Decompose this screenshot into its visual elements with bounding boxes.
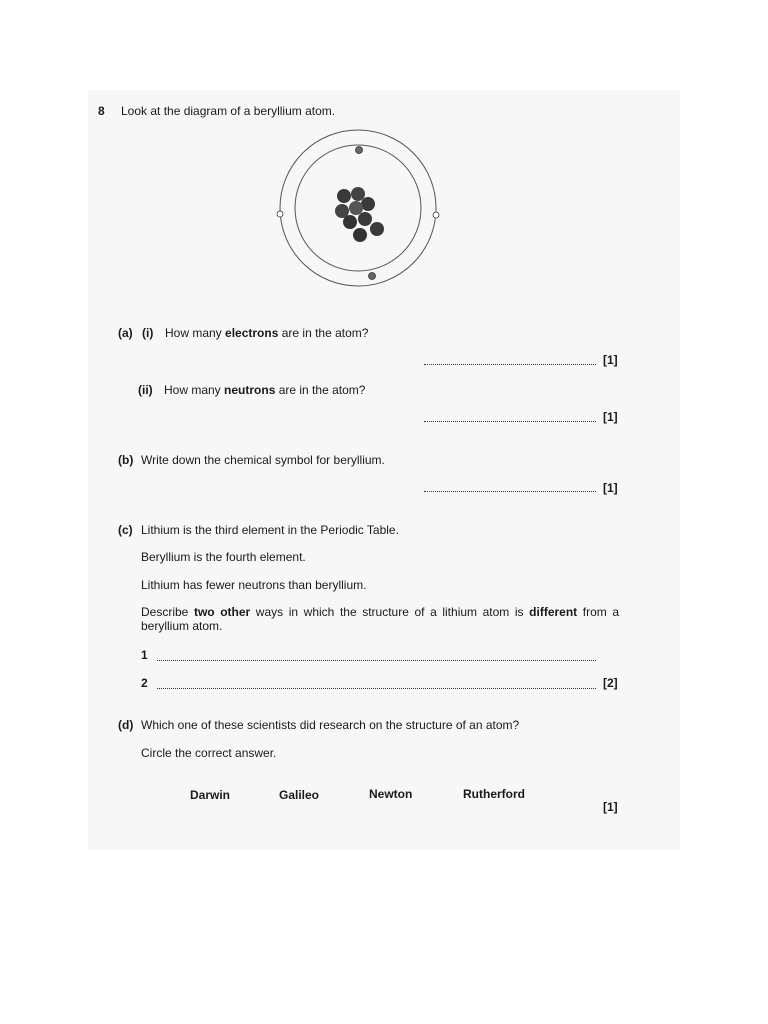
part-d-label: (d) — [118, 718, 134, 732]
part-a-label: (a) — [118, 326, 133, 340]
answer-line-a-ii[interactable] — [424, 421, 596, 422]
option-rutherford[interactable]: Rutherford — [463, 787, 525, 801]
part-d-question: Which one of these scientists did research on the structure of an atom? — [141, 718, 520, 732]
mark-a-i: [1] — [603, 353, 618, 367]
option-darwin[interactable]: Darwin — [190, 788, 231, 802]
answer-line-c-1[interactable] — [157, 660, 596, 661]
part-c-label: (c) — [118, 523, 133, 537]
mark-d: [1] — [603, 800, 618, 814]
beryllium-atom-diagram — [276, 128, 444, 296]
answer-line-c-2[interactable] — [157, 688, 596, 689]
question-number: 8 — [98, 104, 105, 118]
answer-1-label: 1 — [141, 648, 148, 662]
electron — [433, 212, 439, 218]
part-b-label: (b) — [118, 453, 134, 467]
answer-2-label: 2 — [141, 676, 148, 690]
part-c-line3: Lithium has fewer neutrons than beryllium. — [141, 578, 367, 592]
electron — [277, 211, 283, 217]
electron — [369, 273, 376, 280]
part-a-ii-question: How many neutrons are in the atom? — [164, 383, 366, 397]
part-b-question: Write down the chemical symbol for beryllium. — [141, 453, 385, 467]
option-galileo[interactable]: Galileo — [279, 788, 320, 802]
mark-b: [1] — [603, 481, 618, 495]
part-a-ii-label: (ii) — [138, 383, 153, 397]
answer-line-a-i[interactable] — [424, 364, 596, 365]
part-a-i-question: How many electrons are in the atom? — [165, 326, 369, 340]
nucleus — [335, 187, 384, 242]
mark-a-ii: [1] — [603, 410, 618, 424]
answer-line-b[interactable] — [424, 491, 596, 492]
part-d-instruction: Circle the correct answer. — [141, 746, 277, 760]
option-newton[interactable]: Newton — [369, 787, 413, 801]
part-c-line1: Lithium is the third element in the Periodic Table. — [141, 523, 399, 537]
question-intro: Look at the diagram of a beryllium atom. — [121, 104, 336, 118]
part-c-line2: Beryllium is the fourth element. — [141, 550, 306, 564]
electron — [356, 147, 363, 154]
part-c-describe: Describe two other ways in which the structure of a lithium atom is different from a beryllium atom. — [141, 605, 620, 633]
mark-c: [2] — [603, 676, 618, 690]
part-a-i-label: (i) — [142, 326, 154, 340]
